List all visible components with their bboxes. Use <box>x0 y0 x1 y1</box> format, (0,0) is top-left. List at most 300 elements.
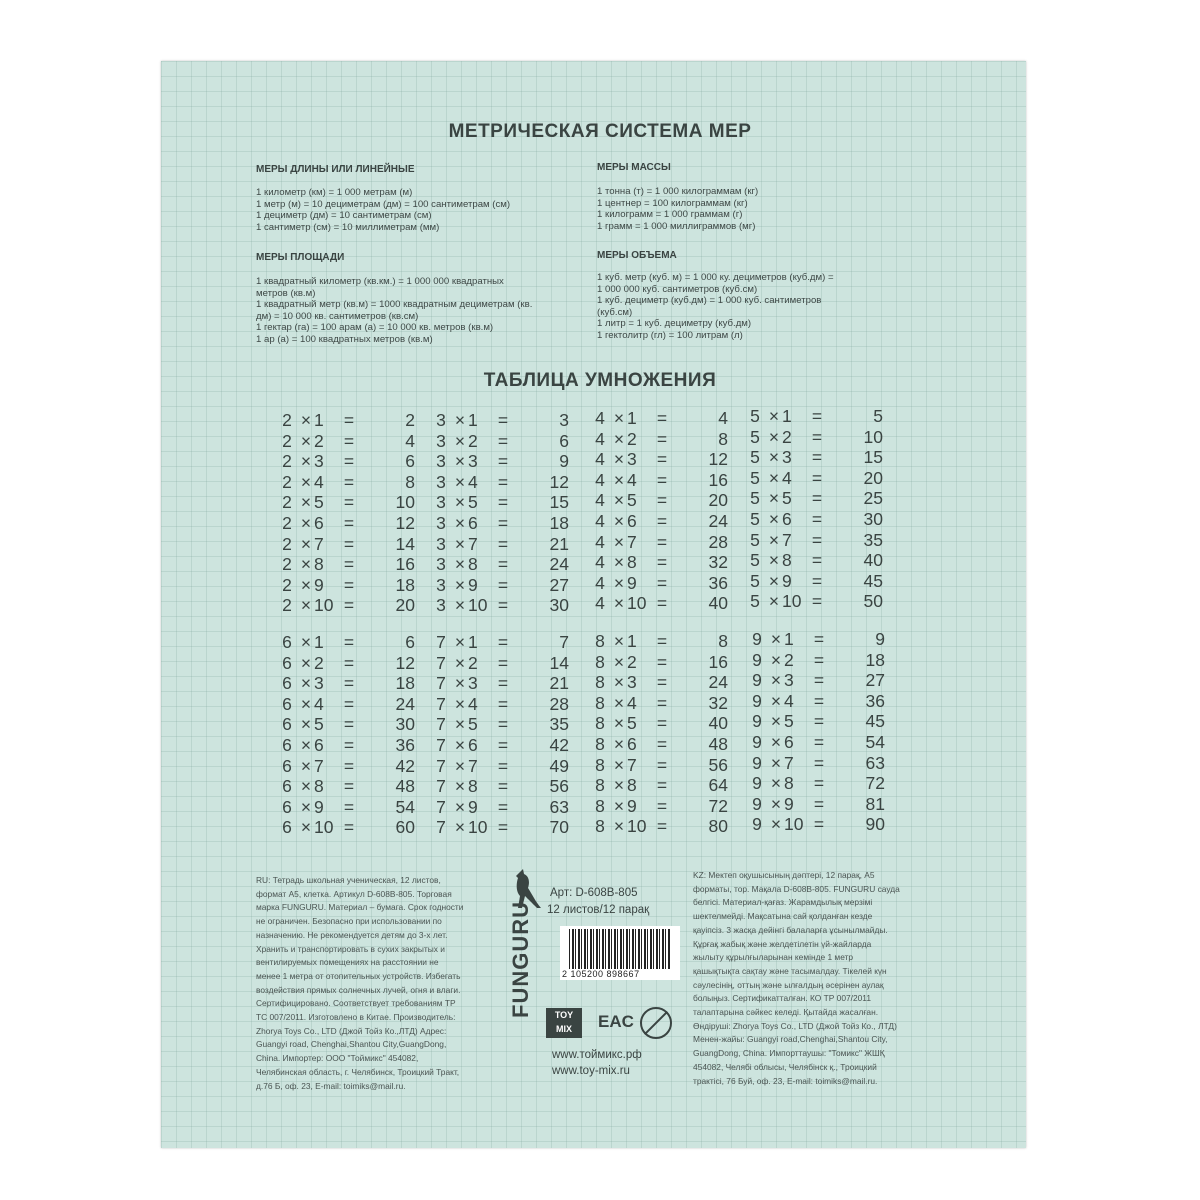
multiplier: 1 <box>784 629 794 649</box>
product: 8 <box>718 428 728 449</box>
product: 60 <box>395 817 415 838</box>
equals-sign: = <box>343 796 355 817</box>
multiplicand: 5 <box>750 508 760 529</box>
equals-sign: = <box>811 550 823 571</box>
times-sign: × <box>613 692 625 713</box>
product: 35 <box>863 529 883 550</box>
area-line: дм) = 10 000 кв. сантиметров (кв.см) <box>256 310 419 322</box>
ru-line: воздействия прямых солнечных лучей, огня и влаги. <box>256 984 461 995</box>
times-sign: × <box>768 550 780 571</box>
kz-info-text <box>693 869 943 1088</box>
equals-sign: = <box>497 533 509 554</box>
toymix-logo-toy: TOY <box>554 1010 574 1020</box>
mult-row <box>280 410 415 431</box>
product: 14 <box>549 652 569 673</box>
multiplication-title: ТАБЛИЦА УМНОЖЕНИЯ <box>483 370 717 391</box>
equals-sign: = <box>343 554 355 575</box>
product: 20 <box>708 490 728 511</box>
mult-row <box>593 816 728 837</box>
volume-line: 1 литр = 1 куб. дециметру (куб.дм) <box>597 318 752 329</box>
length-line: 1 дециметр (дм) = 10 сантиметрам (см) <box>256 210 432 221</box>
mult-row <box>280 595 415 616</box>
times-sign: × <box>300 632 312 652</box>
product: 35 <box>549 714 569 735</box>
barcode <box>560 926 680 980</box>
mult-row <box>593 631 728 652</box>
product: 72 <box>865 773 885 794</box>
mult-row <box>434 534 569 555</box>
mult-row <box>280 653 415 674</box>
multiplier: 4 <box>314 693 324 714</box>
ru-line: не ограничен. Безопасно при использовании по <box>256 916 442 927</box>
multiplicand: 5 <box>750 467 760 488</box>
multiplicand: 9 <box>752 690 762 711</box>
times-sign: × <box>768 508 780 529</box>
times-sign: × <box>768 488 780 509</box>
equals-sign: = <box>343 673 355 694</box>
multiplicand: 8 <box>595 672 605 693</box>
multiplier: 7 <box>468 755 478 776</box>
times-sign: × <box>613 449 625 470</box>
multiplicand: 2 <box>282 533 292 554</box>
times-sign: × <box>300 595 312 616</box>
equals-sign: = <box>813 711 825 732</box>
equals-sign: = <box>656 510 668 531</box>
multiplier: 2 <box>314 652 324 673</box>
equals-sign: = <box>497 755 509 776</box>
product: 70 <box>549 817 569 838</box>
mult-row <box>434 817 569 838</box>
multiplicand: 4 <box>595 408 605 428</box>
mult-row <box>593 652 728 673</box>
times-sign: × <box>613 631 625 651</box>
mult-row <box>593 511 728 532</box>
multiplicand: 4 <box>595 510 605 531</box>
website-rf: www.тоймикс.рф <box>552 1049 642 1061</box>
website-ru: www.toy-mix.ru <box>552 1065 630 1077</box>
product: 72 <box>708 795 728 816</box>
product: 25 <box>863 488 883 509</box>
sheet-count: 12 листов/12 парақ <box>547 904 650 916</box>
mult-row <box>280 575 415 596</box>
times-sign: × <box>300 776 312 797</box>
mult-row <box>434 410 569 431</box>
multiplier: 10 <box>784 814 804 835</box>
times-sign: × <box>613 531 625 552</box>
multiplicand: 3 <box>436 595 446 616</box>
multiplicand: 4 <box>595 572 605 593</box>
volume-line: 1 гектолитр (гл) = 100 литрам (л) <box>597 329 743 341</box>
mult-row <box>593 470 728 491</box>
multiplicand: 5 <box>750 550 760 571</box>
multiplier: 3 <box>314 673 324 694</box>
times-sign: × <box>613 651 625 672</box>
times-sign: × <box>770 731 782 752</box>
metric-title: МЕТРИЧЕСКАЯ СИСТЕМА МЕР <box>448 121 752 142</box>
multiplier: 7 <box>784 752 794 773</box>
mult-row <box>750 773 885 794</box>
product: 20 <box>863 467 883 488</box>
times-sign: × <box>770 711 782 732</box>
multiplicand: 6 <box>282 632 292 652</box>
multiplicand: 7 <box>436 714 446 735</box>
mult-row <box>748 591 883 612</box>
mult-row <box>280 673 415 694</box>
multiplicand: 5 <box>750 406 760 426</box>
product: 24 <box>708 510 728 531</box>
mult-row <box>280 632 415 653</box>
mult-row <box>748 550 883 571</box>
equals-sign: = <box>497 430 509 451</box>
mult-row <box>750 753 885 774</box>
mult-row <box>434 694 569 715</box>
multiplier: 4 <box>627 692 637 713</box>
multiplicand: 8 <box>595 733 605 754</box>
equals-sign: = <box>813 814 825 835</box>
kz-line: сәулесінің, оттың және ылғалдың әсерінен аулақ <box>693 979 884 990</box>
multiplier: 4 <box>468 471 478 492</box>
multiplier: 2 <box>782 426 792 447</box>
area-section-lines <box>256 276 532 345</box>
mult-row <box>280 776 415 797</box>
equals-sign: = <box>811 529 823 550</box>
mult-row <box>750 650 885 671</box>
equals-sign: = <box>656 651 668 672</box>
multiplier: 10 <box>468 817 488 838</box>
mult-row <box>593 672 728 693</box>
mult-row <box>748 571 883 592</box>
product: 4 <box>718 408 728 428</box>
multiplier: 8 <box>468 776 478 797</box>
times-sign: × <box>613 816 625 837</box>
mult-row <box>750 670 885 691</box>
multiplier: 8 <box>314 776 324 797</box>
equals-sign: = <box>813 773 825 794</box>
mult-row <box>593 408 728 429</box>
product: 9 <box>559 451 569 472</box>
times-sign: × <box>613 469 625 490</box>
equals-sign: = <box>656 572 668 593</box>
multiplicand: 6 <box>282 673 292 694</box>
multiplicand: 8 <box>595 631 605 651</box>
length-line: 1 сантиметр (см) = 10 миллиметрам (мм) <box>256 221 440 233</box>
multiplier: 6 <box>784 731 794 752</box>
mult-row <box>434 451 569 472</box>
equals-sign: = <box>811 447 823 468</box>
mult-row <box>593 796 728 817</box>
multiplicand: 7 <box>436 632 446 652</box>
multiplier: 9 <box>314 574 324 595</box>
times-sign: × <box>613 572 625 593</box>
product: 63 <box>865 752 885 773</box>
brand-funguru-vertical: FUNGURU <box>508 901 533 1018</box>
mult-row <box>280 451 415 472</box>
equals-sign: = <box>656 754 668 775</box>
multiplicand: 3 <box>436 554 446 575</box>
product: 18 <box>865 649 885 670</box>
equals-sign: = <box>497 632 509 652</box>
equals-sign: = <box>656 795 668 816</box>
times-sign: × <box>454 574 466 595</box>
equals-sign: = <box>813 670 825 691</box>
multiplicand: 6 <box>282 776 292 797</box>
mult-row <box>434 776 569 797</box>
multiplicand: 5 <box>750 591 760 612</box>
multiplier: 9 <box>784 793 794 814</box>
kz-line: GuangDong, China. Импорттаушы: "Томикс" ЖШҚ <box>693 1048 885 1059</box>
multiplier: 5 <box>782 488 792 509</box>
product: 18 <box>395 673 415 694</box>
multiplicand: 5 <box>750 488 760 509</box>
mult-row <box>593 552 728 573</box>
mult-row <box>593 734 728 755</box>
mass-line: 1 грамм = 1 000 миллиграммов (мг) <box>597 220 756 232</box>
mult-row <box>434 472 569 493</box>
times-sign: × <box>770 649 782 670</box>
times-sign: × <box>454 595 466 616</box>
product: 6 <box>405 632 415 652</box>
equals-sign: = <box>343 652 355 673</box>
times-sign: × <box>768 406 780 426</box>
product: 45 <box>863 570 883 591</box>
mult-group-7 <box>434 632 569 838</box>
product: 63 <box>549 796 569 817</box>
times-sign: × <box>613 408 625 428</box>
multiplicand: 3 <box>436 471 446 492</box>
multiplier: 5 <box>468 714 478 735</box>
ru-line: ТС 007/2011. Изготовлено в Китае. Производитель: <box>256 1012 456 1023</box>
times-sign: × <box>454 471 466 492</box>
product: 16 <box>708 651 728 672</box>
product: 40 <box>708 713 728 734</box>
multiplier: 4 <box>468 693 478 714</box>
product: 40 <box>708 593 728 614</box>
times-sign: × <box>770 793 782 814</box>
equals-sign: = <box>497 776 509 797</box>
times-sign: × <box>454 554 466 575</box>
ru-line: RU: Тетрадь школьная ученическая, 12 листов, <box>256 875 441 885</box>
multiplier: 6 <box>627 733 637 754</box>
equals-sign: = <box>497 595 509 616</box>
multiplier: 9 <box>468 574 478 595</box>
equals-sign: = <box>343 776 355 797</box>
equals-sign: = <box>497 410 509 430</box>
equals-sign: = <box>656 816 668 837</box>
kz-line: болыңыз. Сертификатталған. КО ТР 007/2011 <box>693 993 871 1004</box>
kz-line: Құрғақ жабық және желдетілетін үй-жайларда <box>693 938 872 949</box>
multiplicand: 7 <box>436 817 446 838</box>
mult-row <box>434 513 569 534</box>
mult-row <box>748 488 883 509</box>
multiplier: 8 <box>627 552 637 573</box>
multiplicand: 6 <box>282 714 292 735</box>
times-sign: × <box>770 814 782 835</box>
mult-row <box>750 691 885 712</box>
multiplicand: 9 <box>752 731 762 752</box>
multiplier: 6 <box>468 734 478 755</box>
multiplicand: 4 <box>595 428 605 449</box>
product: 4 <box>405 430 415 451</box>
multiplicand: 7 <box>436 734 446 755</box>
multiplicand: 7 <box>436 693 446 714</box>
mult-row <box>593 573 728 594</box>
area-line: 1 ар (а) = 100 квадратных метров (кв.м) <box>256 333 433 345</box>
volume-section-title: МЕРЫ ОБЪЕМА <box>597 250 677 261</box>
product: 30 <box>863 508 883 529</box>
ru-line: Хранить и транспортировать в сухих закрытых и <box>256 943 445 954</box>
mult-row <box>434 714 569 735</box>
mult-row <box>593 532 728 553</box>
mass-line: 1 центнер = 100 килограммам (кг) <box>597 197 748 209</box>
product: 9 <box>875 629 885 649</box>
mult-group-8 <box>593 631 728 837</box>
equals-sign: = <box>811 508 823 529</box>
multiplicand: 6 <box>282 734 292 755</box>
volume-line: (куб.см) <box>597 306 633 318</box>
kz-line: трактісі, 76 Буй, оф. 23, E-mail: toimiks@mail.ru. <box>693 1075 878 1086</box>
mass-line: 1 тонна (т) = 1 000 килограммам (кг) <box>597 186 759 197</box>
multiplier: 7 <box>314 533 324 554</box>
multiplier: 3 <box>627 672 637 693</box>
times-sign: × <box>454 755 466 776</box>
kz-line: Менен-жайы: Guangyi road,Chenghai,Shantou City, <box>693 1034 888 1045</box>
area-line: метров (кв.м) <box>256 287 316 299</box>
times-sign: × <box>300 734 312 755</box>
equals-sign: = <box>656 490 668 511</box>
equals-sign: = <box>343 632 355 652</box>
multiplier: 3 <box>784 670 794 691</box>
multiplicand: 6 <box>282 652 292 673</box>
volume-line: 1 куб. дециметр (куб.дм) = 1 000 куб. сантиметров <box>597 295 822 306</box>
product: 56 <box>708 754 728 775</box>
length-section-title: МЕРЫ ДЛИНЫ ИЛИ ЛИНЕЙНЫЕ <box>256 164 415 175</box>
multiplier: 6 <box>314 734 324 755</box>
mult-row <box>280 817 415 838</box>
mult-row <box>750 711 885 732</box>
kz-line: Өндіруші: Zhorya Toys Co., LTD (Джой Тойз Ко., ЛТД) <box>693 1020 897 1031</box>
times-sign: × <box>768 570 780 591</box>
times-sign: × <box>454 693 466 714</box>
mult-row <box>593 775 728 796</box>
multiplier: 2 <box>627 428 637 449</box>
mult-group-4 <box>593 408 728 614</box>
product: 36 <box>708 572 728 593</box>
mult-row <box>280 513 415 534</box>
equals-sign: = <box>343 430 355 451</box>
ru-line: China. Импортер: ООО "Тоймикс" 454082, <box>256 1053 419 1064</box>
product: 27 <box>549 574 569 595</box>
mult-row <box>748 468 883 489</box>
mult-row <box>434 554 569 575</box>
product: 12 <box>395 512 415 533</box>
ru-line: Сертифицировано. Соответствует требованиям ТР <box>256 998 456 1009</box>
equals-sign: = <box>813 649 825 670</box>
times-sign: × <box>300 714 312 735</box>
multiplier: 6 <box>314 512 324 533</box>
product: 30 <box>549 595 569 616</box>
equals-sign: = <box>656 593 668 614</box>
product: 42 <box>549 734 569 755</box>
multiplicand: 3 <box>436 512 446 533</box>
times-sign: × <box>454 451 466 472</box>
times-sign: × <box>300 796 312 817</box>
multiplicand: 8 <box>595 651 605 672</box>
multiplicand: 4 <box>595 531 605 552</box>
product: 32 <box>708 692 728 713</box>
product: 28 <box>549 693 569 714</box>
length-line: 1 километр (км) = 1 000 метрам (м) <box>256 187 413 198</box>
product: 6 <box>559 430 569 451</box>
times-sign: × <box>300 430 312 451</box>
multiplier: 4 <box>782 467 792 488</box>
product: 27 <box>865 670 885 691</box>
mult-row <box>748 530 883 551</box>
mult-row <box>434 797 569 818</box>
product: 45 <box>865 711 885 732</box>
multiplicand: 2 <box>282 430 292 451</box>
product: 14 <box>395 533 415 554</box>
multiplicand: 8 <box>595 775 605 796</box>
equals-sign: = <box>813 793 825 814</box>
equals-sign: = <box>343 693 355 714</box>
multiplier: 4 <box>784 690 794 711</box>
mult-row <box>434 632 569 653</box>
multiplicand: 2 <box>282 451 292 472</box>
multiplier: 5 <box>627 490 637 511</box>
equals-sign: = <box>497 512 509 533</box>
times-sign: × <box>454 652 466 673</box>
equals-sign: = <box>343 714 355 735</box>
times-sign: × <box>613 428 625 449</box>
multiplier: 1 <box>314 632 324 652</box>
product: 64 <box>708 775 728 796</box>
equals-sign: = <box>343 451 355 472</box>
multiplicand: 3 <box>436 492 446 513</box>
multiplicand: 7 <box>436 796 446 817</box>
times-sign: × <box>613 775 625 796</box>
multiplier: 4 <box>627 469 637 490</box>
multiplicand: 3 <box>436 430 446 451</box>
mult-row <box>280 431 415 452</box>
mult-row <box>280 735 415 756</box>
times-sign: × <box>454 673 466 694</box>
multiplier: 10 <box>627 593 647 614</box>
multiplier: 9 <box>468 796 478 817</box>
product: 48 <box>395 776 415 797</box>
product: 21 <box>549 673 569 694</box>
times-sign: × <box>454 512 466 533</box>
times-sign: × <box>300 554 312 575</box>
times-sign: × <box>613 672 625 693</box>
mult-row <box>280 756 415 777</box>
multiplier: 8 <box>784 773 794 794</box>
ru-line: Zhorya Toys Co., LTD (Джой Тойз Ко.,ЛТД) Адрес: <box>256 1025 447 1036</box>
mult-row <box>434 673 569 694</box>
mult-row <box>434 575 569 596</box>
product: 81 <box>865 793 885 814</box>
times-sign: × <box>454 632 466 652</box>
times-sign: × <box>770 752 782 773</box>
times-sign: × <box>613 593 625 614</box>
product: 16 <box>708 469 728 490</box>
multiplicand: 4 <box>595 490 605 511</box>
times-sign: × <box>300 410 312 430</box>
times-sign: × <box>768 591 780 612</box>
times-sign: × <box>613 510 625 531</box>
product: 10 <box>395 492 415 513</box>
product: 28 <box>708 531 728 552</box>
product: 32 <box>708 552 728 573</box>
